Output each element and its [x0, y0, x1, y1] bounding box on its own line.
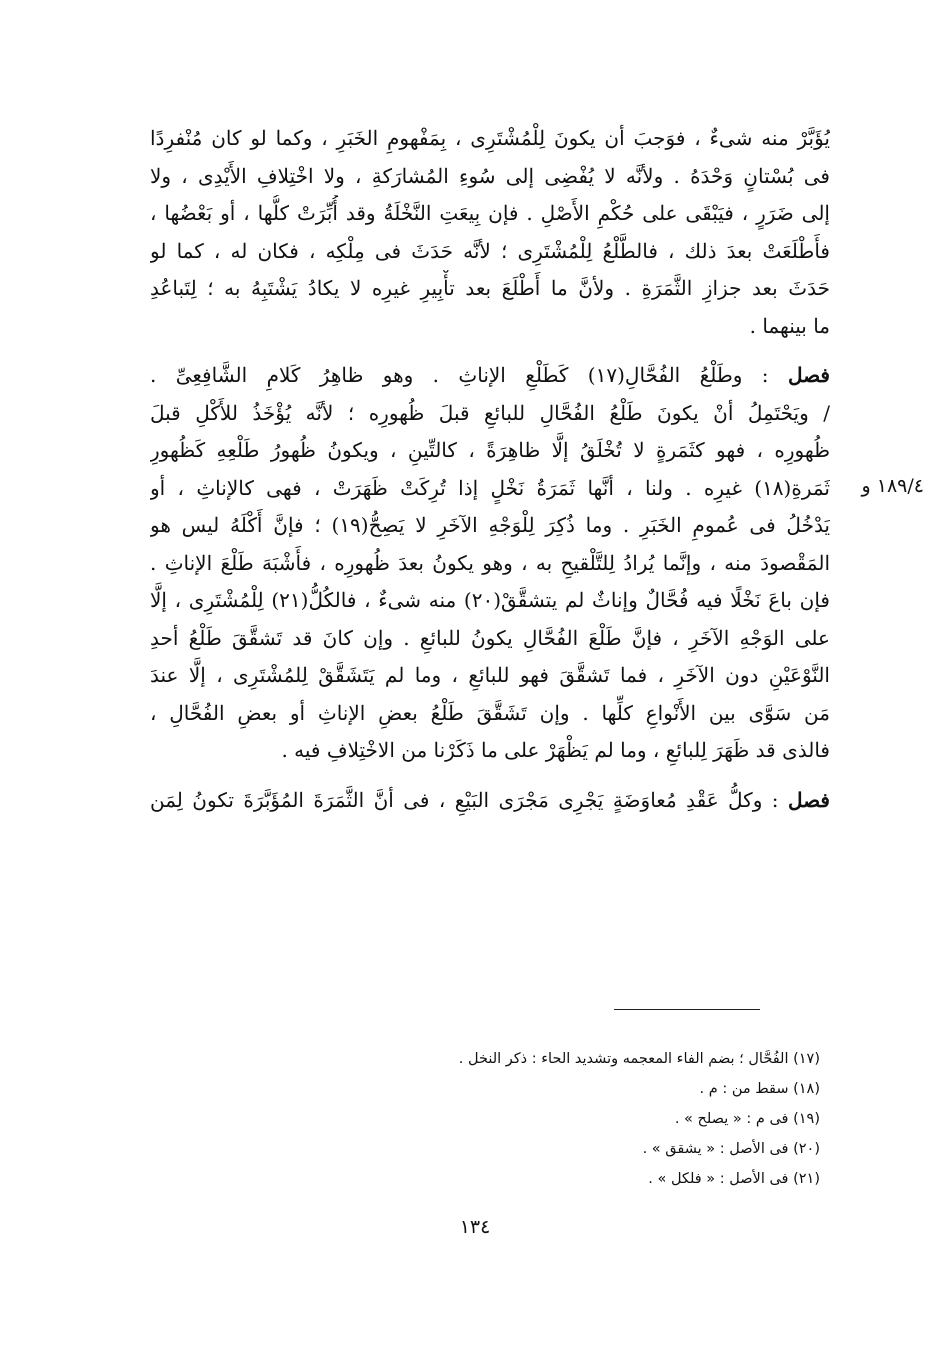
text-line: فإن باعَ نَخْلًا فيه فُحَّالٌ وإناثٌ لم يتشقَّقْ(٢٠) منه شىءٌ ، فالكُلُّ(٢١) لِلْمُشْتَرِى ، إلَّا: [150, 588, 830, 612]
text-line: يَدْخُلُ فى عُمومِ الخَبَرِ . وما ذُكِرَ لِلْوَجْهِ الآخَرِ لا يَصِحُّ(١٩) ؛ فإنَّ أَكْلَهُ ليس هو: [150, 513, 830, 537]
text-line: على الوَجْهِ الآخَرِ ، فإنَّ طَلْعَ الفُحَّالِ يكونُ للبائعِ . وإن كانَ قد تَشقَّقَ طَلْعُ أحدِ: [150, 625, 830, 650]
text-line: مَن سَوَّى بين الأَنْواعِ كلِّها . وإن تَشَقَّقَ طَلْعُ بعضِ الإناثِ أو بعضِ الفُحَّالِ ،: [150, 700, 830, 725]
section-heading-word: فصل: [787, 363, 830, 387]
paragraph-gap: [150, 345, 830, 357]
margin-folio-note: ١٨٩/٤ و: [861, 475, 924, 497]
footnotes: [370, 1044, 820, 1194]
text-line: المَقْصودَ منه ، وإنَّما يُرادُ لِلتَّلْقيحِ به ، وهو يكونُ بعدَ ظُهورِه ، فأَشْبَهَ طَلْعَ الإناثِ .: [150, 550, 830, 575]
text-line: ما بينهما .: [749, 313, 830, 338]
page-number: ١٣٤: [459, 1216, 491, 1238]
text-line: إلى ضَرَرٍ ، فيَبْقَى على حُكْمِ الأَصْلِ . فإن بِيعَتِ النَّخْلَةُ وقد أُبِّرَتْ كلُّها ، أو بَعْضُها ،: [150, 201, 830, 225]
paragraph-gap: [150, 770, 830, 782]
main-text: [150, 120, 830, 819]
footnote: (٢١) فى الأصل : « فلكل » .: [648, 1171, 820, 1187]
text-line: ثَمَرةِ(١٨) غيرِه . ولنا ، أنَّها ثَمَرَةُ نَخْلٍ إذا تُرِكَتْ ظَهَرَتْ ، فهى كالإناثِ ، أو: [150, 475, 830, 500]
text-line: فالذى قد ظَهَرَ لِلبائعِ ، وما لم يَظْهَرْ على ما ذَكَرْنا من الاخْتِلافِ فيه .: [281, 738, 830, 762]
text-line: النَّوْعَيْنِ دون الآخَرِ ، فما تَشقَّقَ فهو للبائعِ ، وما لم يَتَشَقَّقْ لِلمُشْتَرِى ، إلَّا عندَ: [150, 663, 830, 687]
text-line: حَدَثَ بعد جزازِ الثَّمَرَةِ . ولأنَّ ما أَطْلَعَ بعد تأْبِيرِ غيرِه لا يكادُ يَشْتَبِهُ به ؛ لِتَباعُدِ: [150, 276, 830, 300]
section-heading-word: فصل: [787, 787, 830, 812]
footnote: (١٩) فى م : « يصلح » .: [674, 1111, 820, 1127]
footnote: (١٧) الفُحَّال ؛ بضم الفاء المعجمه وتشديد الحاء : ذكر النخل .: [458, 1051, 820, 1067]
text-line: / ويَحْتَمِلُ أنْ يكونَ طَلْعُ الفُحَّالِ للبائعِ قبلَ ظُهورِه ؛ لأنَّه يُؤْخَذُ للأَكْلِ قبلَ: [150, 400, 830, 425]
text-line: فأَطْلَعَتْ بعدَ ذلك ، فالطَّلْعُ لِلْمُشْتَرِى ؛ لأنَّه حَدَثَ فى مِلْكِه ، فكان له ، كما لو: [150, 238, 830, 263]
text-line: يُؤَبَّرْ منه شىءٌ ، فوَجبَ أن يكونَ لِلْمُشْتَرِى ، بِمَفْهومِ الخَبَرِ ، وكما لو كان مُنْفرِدًا: [150, 126, 830, 150]
text-line: فى بُسْتانٍ وَحْدَهُ . ولأنَّه لا يُفْضِى إلى سُوءِ المُشارَكةِ ، ولا اخْتِلافِ الأَيْدِى ، ولا: [150, 163, 830, 188]
section-heading-line: فصل : وطَلْعُ الفُحَّالِ(١٧) كَطَلْعِ الإناثِ . وهو ظاهِرُ كَلامِ الشَّافِعِىِّ .: [150, 363, 830, 387]
footnote-separator: [614, 1009, 760, 1010]
section-heading-line: فصل : وكلُّ عَقْدِ مُعاوَضَةٍ يَجْرِى مَجْرَى البَيْعِ ، فى أنَّ الثَّمَرَةَ المُؤَبَّرَةَ تكونُ لِمَن: [150, 787, 830, 812]
footnote: (٢٠) فى الأصل : « يشقق » .: [642, 1141, 820, 1157]
footnote: (١٨) سقط من : م .: [699, 1081, 820, 1097]
text-line: ظُهورِه ، فهو كثَمَرةٍ لا تُخْلَقُ إلَّا ظاهِرَةً ، كالتِّينِ ، ويكونُ ظُهورُ طَلْعِهِ كَظُهورِ: [150, 438, 830, 462]
